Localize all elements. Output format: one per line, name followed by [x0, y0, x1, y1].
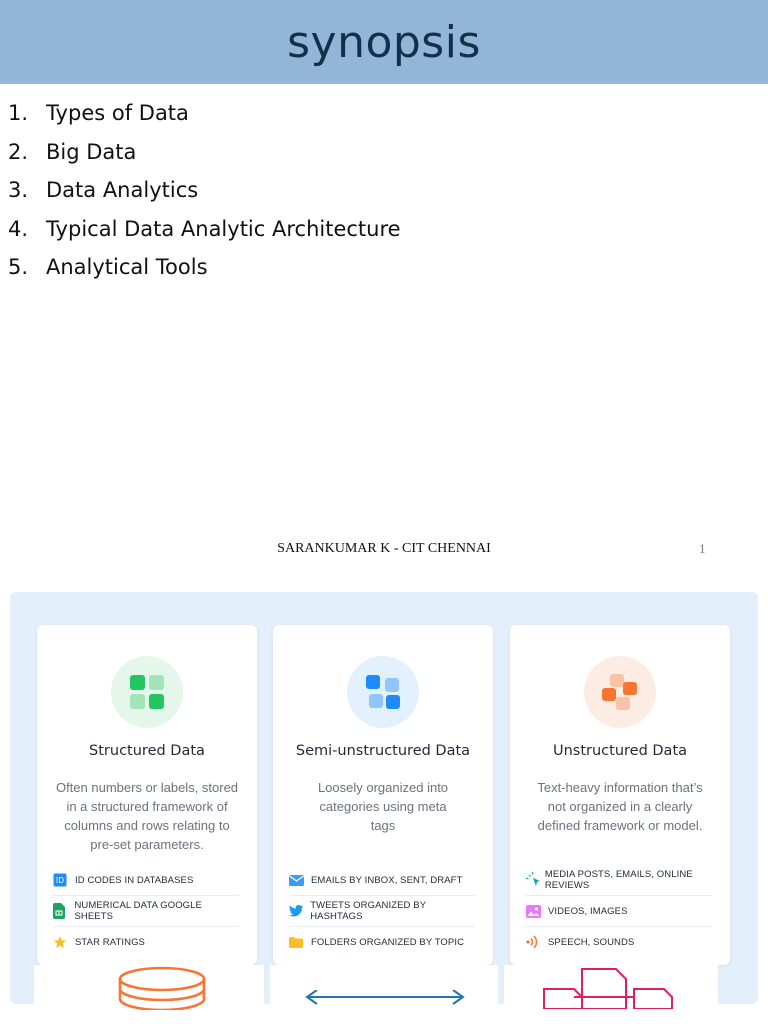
card-unstructured-data [510, 625, 730, 965]
list-item: FOLDERS ORGANIZED BY TOPIC [289, 927, 475, 957]
unstructured-data-icon [584, 656, 656, 728]
documents-icon [538, 967, 678, 1009]
spreadsheet-icon [53, 903, 74, 919]
documents-tile [504, 965, 718, 1004]
list-item: MEDIA POSTS, EMAILS, ONLINE REVIEWS [526, 865, 712, 896]
list-item: 1. Types of Data [8, 101, 189, 126]
bird-icon [289, 905, 310, 917]
list-item: EMAILS BY INBOX, SENT, DRAFT [289, 865, 475, 896]
structured-data-icon [111, 656, 183, 728]
svg-text:ID: ID [55, 876, 65, 885]
card-structured-data [37, 625, 257, 965]
sound-wave-icon [526, 934, 548, 950]
envelope-icon [289, 875, 311, 886]
title-bar [0, 0, 768, 84]
folder-icon [289, 937, 311, 948]
list-item: ID ID CODES IN DATABASES [53, 865, 239, 896]
card-title: Semi-unstructured Data [295, 743, 471, 759]
database-tile [34, 965, 264, 1004]
list-item: VIDEOS, IMAGES [526, 896, 712, 927]
list-item: NUMERICAL DATA GOOGLE SHEETS [53, 896, 239, 927]
list-item: STAR RATINGS [53, 927, 239, 957]
card-examples [53, 865, 239, 957]
card-examples [526, 865, 712, 957]
list-item: 5. Analytical Tools [8, 255, 208, 280]
list-item: 4. Typical Data Analytic Architecture [8, 216, 401, 241]
card-description: Text-heavy information that’s not organized in a clearly defined framework or model. [537, 780, 703, 833]
semi-unstructured-data-icon [347, 656, 419, 728]
list-item: TWEETS ORGANIZED BY HASHTAGS [289, 896, 475, 927]
card-title: Unstructured Data [552, 743, 688, 759]
card-description: Loosely organized into categories using meta tags [317, 780, 449, 833]
cursor-click-icon [526, 872, 545, 888]
id-badge-icon [53, 873, 75, 887]
database-icon [117, 965, 207, 1010]
double-arrow-icon [304, 990, 466, 1010]
footer-author: SARANKUMAR K - CIT CHENNAI [277, 541, 491, 556]
arrow-tile [270, 965, 498, 1004]
list-item: 2. Big Data [8, 139, 137, 164]
slide-title: synopsis [287, 16, 481, 68]
card-examples [289, 865, 475, 957]
star-icon [53, 935, 75, 949]
page-number: 1 [699, 541, 706, 556]
list-item: SPEECH, SOUNDS [526, 927, 712, 957]
card-title: Structured Data [89, 743, 205, 759]
image-icon [526, 905, 548, 918]
synopsis-list [8, 94, 401, 287]
card-semi-unstructured-data [273, 625, 493, 965]
list-item: 3. Data Analytics [8, 178, 199, 203]
card-description: Often numbers or labels, stored in a structured framework of columns and rows relating to pre-set parameters. [55, 780, 239, 852]
slide-types-of-data [10, 592, 758, 1004]
